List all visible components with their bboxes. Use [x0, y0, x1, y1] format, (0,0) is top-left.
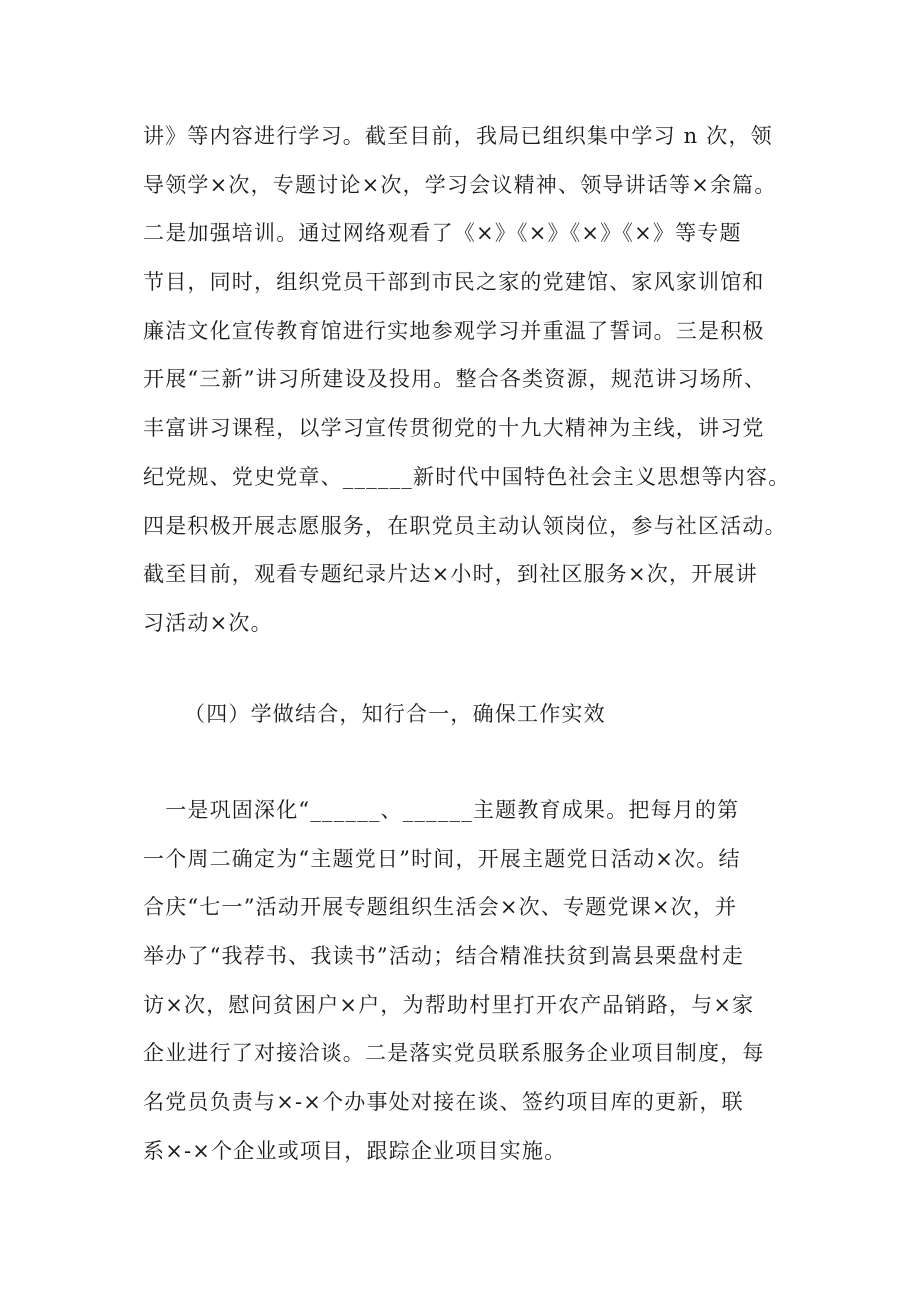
paragraph-line: 系×-×个企业或项目，跟踪企业项目实施。: [143, 1138, 567, 1163]
paragraph-line: 习活动×次。: [143, 610, 273, 635]
paragraph-line: 纪党规、党史党章、______新时代中国特色社会主义思想等内容。: [143, 464, 791, 489]
paragraph-line: 名党员负责与×-×个办事处对接在谈、签约项目库的更新，联: [143, 1090, 744, 1115]
paragraph-line: 二是加强培训。通过网络观看了《×》《×》《×》《×》等专题: [143, 221, 742, 246]
paragraph-line: 截至目前，观看专题纪录片达×小时，到社区服务×次，开展讲: [143, 562, 758, 587]
paragraph-line: 企业进行了对接洽谈。二是落实党员联系服务企业项目制度，每: [143, 1041, 765, 1066]
paragraph-line: 举办了“我荐书、我读书”活动；结合精准扶贫到嵩县栗盘村走: [143, 944, 745, 969]
paragraph-line: 开展“三新”讲习所建设及投用。整合各类资源，规范讲习场所、: [143, 367, 767, 392]
paragraph-line: 一个周二确定为“主题党日”时间，开展主题党日活动×次。结: [143, 846, 741, 871]
paragraph-line: 节目，同时，组织党员干部到市民之家的党建馆、家风家训馆和: [143, 270, 765, 295]
paragraph-line: 丰富讲习课程，以学习宣传贯彻党的十九大精神为主线，讲习党: [143, 416, 765, 441]
section-heading: [184, 690, 834, 739]
paragraph-line: 讲》等内容进行学习。截至目前，我局已组织集中学习 n 次，领: [143, 124, 773, 148]
paragraph-line: 访×次，慰问贫困户×户，为帮助村里打开农产品销路，与×家: [143, 992, 755, 1017]
paragraph-line: 导领学×次，专题讨论×次，学习会议精神、领导讲话等×余篇。: [143, 172, 777, 197]
section-heading-text: （四）学做结合，知行合一，确保工作实效: [184, 702, 606, 726]
paragraph-line: 一是巩固深化“______、______主题教育成果。把每月的第: [143, 798, 740, 822]
paragraph-line: 合庆“七一”活动开展专题组织生活会×次、专题党课×次，并: [143, 895, 738, 920]
paragraph-study-training: [143, 112, 793, 648]
paragraph-line: 廉洁文化宣传教育馆进行实地参观学习并重温了誓词。三是积极: [143, 318, 765, 343]
paragraph-study-practice: [143, 786, 793, 1176]
paragraph-line: 四是积极开展志愿服务，在职党员主动认领岗位，参与社区活动。: [143, 513, 787, 538]
